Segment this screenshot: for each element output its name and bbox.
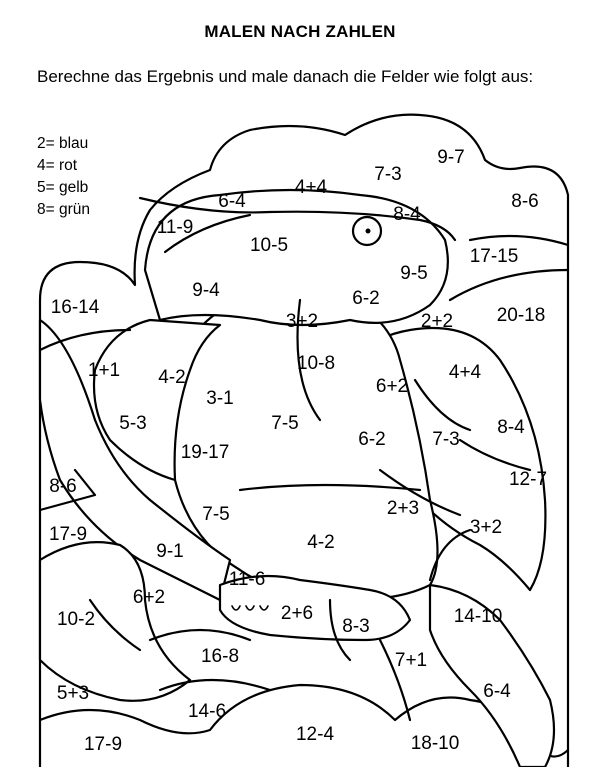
task-label: 8-6 (49, 476, 77, 497)
task-label: 8-6 (511, 191, 539, 212)
task-label: 8-4 (393, 204, 421, 225)
parrot-pupil (366, 229, 371, 234)
task-label: 6-4 (483, 681, 511, 702)
task-label: 7-3 (374, 164, 402, 185)
task-label: 17-9 (83, 734, 123, 755)
task-label: 11-9 (156, 217, 194, 238)
task-label: 18-10 (410, 733, 460, 754)
task-label: 2+3 (386, 498, 420, 519)
legend-item-yellow: 5= gelb (37, 179, 89, 196)
task-label: 6-4 (218, 191, 246, 212)
legend-item-blue: 2= blau (37, 135, 89, 152)
task-label: 16-8 (200, 646, 240, 667)
task-label: 2+2 (420, 311, 454, 332)
task-label: 9-7 (437, 147, 465, 168)
task-label: 8-3 (342, 616, 370, 637)
legend-item-green: 8= grün (37, 201, 91, 218)
task-label: 9-5 (400, 263, 428, 284)
task-label: 6-2 (358, 429, 386, 450)
task-label: 19-17 (180, 442, 230, 463)
task-label: 9-1 (156, 541, 184, 562)
task-label: 9-4 (192, 280, 220, 301)
task-label: 20-18 (496, 305, 546, 326)
task-label: 4-2 (307, 532, 335, 553)
task-label: 3+2 (469, 517, 503, 538)
task-label: 4+4 (448, 362, 482, 383)
task-label: 17-15 (469, 246, 519, 267)
task-label: 2+6 (280, 603, 314, 624)
task-label: 7+1 (394, 650, 428, 671)
task-label: 16-14 (50, 297, 100, 318)
task-label: 17-9 (48, 524, 88, 545)
task-label: 7-5 (202, 504, 230, 525)
task-label: 12-4 (295, 724, 335, 745)
task-label: 5-3 (119, 413, 147, 434)
task-label: 10-2 (56, 609, 96, 630)
task-label: 10-8 (296, 353, 336, 374)
task-label: 14-6 (187, 701, 227, 722)
task-label: 14-10 (453, 606, 503, 627)
task-label: 3-1 (206, 388, 234, 409)
task-label: 12-7 (508, 469, 548, 490)
task-label: 11-6 (228, 569, 266, 590)
task-label: 7-3 (432, 429, 460, 450)
task-label: 4+4 (294, 177, 328, 198)
task-label: 5+3 (56, 683, 90, 704)
task-label: 6+2 (375, 376, 409, 397)
worksheet-title: MALEN NACH ZAHLEN (204, 22, 396, 41)
task-label: 6+2 (132, 587, 166, 608)
task-label: 3+2 (285, 311, 319, 332)
legend-item-red: 4= rot (37, 157, 78, 174)
task-label: 7-5 (271, 413, 299, 434)
task-label: 1+1 (87, 360, 121, 381)
task-label: 10-5 (249, 235, 289, 256)
task-label: 4-2 (158, 367, 186, 388)
task-label: 8-4 (497, 417, 525, 438)
instructions-text: Berechne das Ergebnis und male danach die Felder wie folgt aus: (37, 67, 534, 86)
task-label: 6-2 (352, 288, 380, 309)
